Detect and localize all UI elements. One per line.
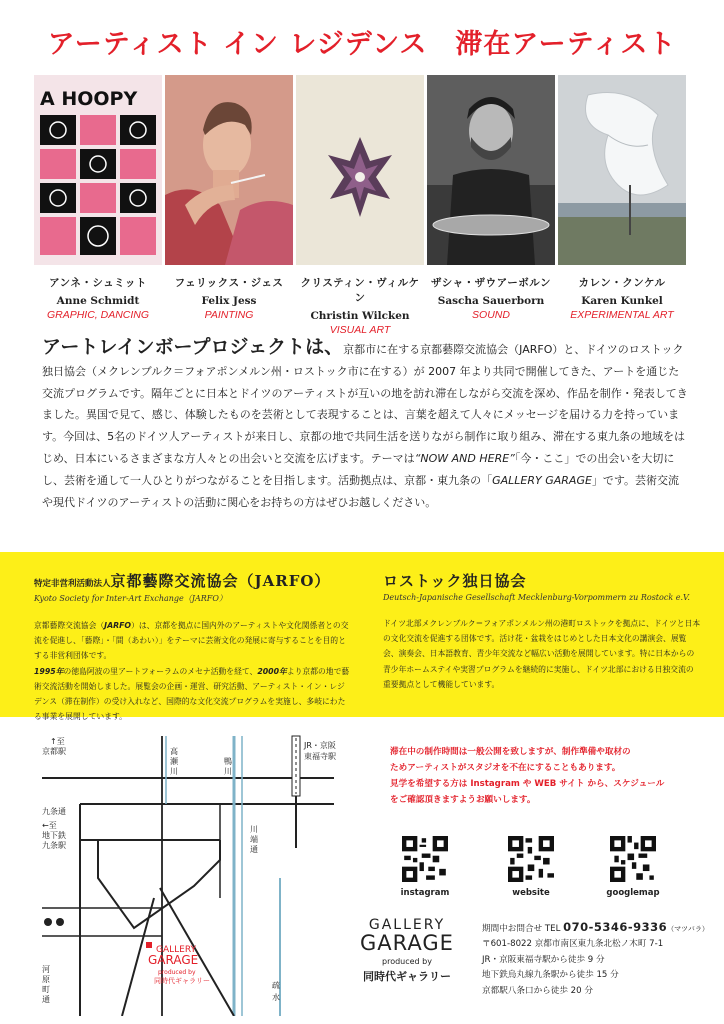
qr-label: instagram — [400, 888, 450, 898]
rostock-name: ロストック独日協会 — [383, 572, 527, 590]
artwork-painting-portrait — [165, 75, 293, 265]
map-label-chikatetsu-1: ←至 — [42, 821, 57, 830]
map-label-kawabata-2: 端 — [250, 835, 258, 844]
jarfo-subtitle: Kyoto Society for Inter-Art Exchange（JARFO） — [34, 594, 227, 603]
artist-name-en: Felix Jess — [201, 295, 257, 307]
jarfo-description: 京都藝際交流協会（JARFO）は、京都を拠点に国内外のアーティストや文化関係者との交流を促進し、「藝際」・「間（あわい）」をテーマに芸術文化の発展に寄与することを目的とする非営利団体です。 1995年の徳島阿波の里アートフォーラムのメセナ活動を経て、2000年より京都の地で藝術交流活動を開始しました。展覧会の企画・運営、研究活動、アーティスト・イン・レジデンス（滞在制作）の受け入れなど、国際的な文化交流プログラムを実施し、多岐にわたる事業を展開しています。 — [34, 621, 350, 722]
tel-label: 期間中お問合せ TEL — [482, 924, 564, 934]
artist-name-jp: ザシャ・ザウアーボルン — [430, 277, 551, 289]
intro-text-1: 京都市に在する京都藝際交流協会（JARFO）と、ドイツのロストック 独日協会（メクレンブルク＝フォアポンメルン州・ロストック市に在する）が 2007 年より共同で開催してきた、アートを通じた 交流プログラムです。隔年ごとに日本とドイツのアーティストが互いの地を訪れ滞在しながら交流を深め、作品を制作・発表してきました。異国で見て、感じ、体験したものを芸術として表現することは、言葉を超えて人々にメッセージを届ける力を持っています。今回は、5名のドイツ人アーティストが来日し、京都の地で共同生活を送りながら制作に取り組み、滞在する東九条の地域をはじめ、日本にいるさまざまな方人々との出会いと交流を広げます。テーマは — [42, 343, 688, 465]
rostock-subtitle: Deutsch-Japanische Gesellschaft Mecklenburg-Vorpommern zu Rostock e.V. — [383, 593, 690, 602]
map-label-kyoto-st-1: ↑至 — [50, 737, 65, 746]
artwork-sculpture — [296, 75, 424, 265]
gallery-garage-logo — [348, 917, 466, 1013]
access-jr: JR・京阪東福寺駅から徒歩 9 分 — [482, 954, 605, 965]
artist-name-en: Christin Wilcken — [310, 310, 410, 322]
map-label-takase-1: 高 — [170, 747, 178, 756]
artist-name-en: Anne Schmidt — [56, 295, 140, 307]
intro-garage: GALLERY GARAGE — [492, 473, 592, 487]
notice-line-1: 滞在中の制作時間は一般公開を致しますが、制作準備や取材の — [390, 747, 631, 757]
map-label-takase-3: 川 — [170, 767, 178, 776]
qr-website[interactable] — [496, 836, 566, 898]
map-label-kawaramachi-3: 町 — [42, 985, 50, 994]
qr-instagram[interactable] — [390, 836, 460, 898]
page-title: アーティスト イン レジデンス 滞在アーティスト — [47, 29, 677, 60]
intro-text-2: 「今・ここ」での出会いを大切にし、芸術を通して一人ひとりがつながることを目指します。活動拠点は、京都・東九条の「 — [42, 451, 675, 487]
tel-number[interactable]: 070-5346-9336 — [563, 920, 668, 934]
map-label-kyoto-st-2: 京都駅 — [42, 747, 66, 756]
access-kyoto-st: 京都駅八条口から徒歩 20 分 — [482, 985, 593, 996]
notice-line-4: をご確認頂きますようお願いします。 — [390, 795, 536, 805]
artist-name-jp: フェリックス・ジェス — [174, 277, 284, 289]
qr-codes — [376, 836, 706, 908]
organizations-panel — [0, 552, 724, 722]
intro-paragraph — [42, 337, 688, 513]
intro-lead: アートレインボープロジェクトは、 — [42, 336, 344, 358]
contact-address: 〒601-8022 京都市南区東九条北松ノ木町 7-1 — [482, 939, 664, 950]
contact-info — [482, 920, 712, 999]
qr-googlemap[interactable] — [598, 836, 668, 898]
artwork-installation — [558, 75, 686, 265]
artist-role: SOUND — [472, 309, 510, 321]
tel-contact-name: （マツバラ） — [667, 925, 709, 933]
map-label-sosui-2: 水 — [272, 993, 280, 1002]
rostock-description: ドイツ北部メクレンブルク＝フォアポンメルン州の港町ロストックを拠点に、ドイツと日本の文化交流を促進する団体です。活け花・盆栽をはじめとした日本文化の講演会、展覧会、演奏会、日本語教育、青少年交流など幅広い活動を展開しています。特に日本からの青少年ホームステイや実習プログラムを継続的に実施し、ドイツ北部における日独交流の重要拠点として機能しています。 — [383, 619, 701, 689]
map-label-kawabata-1: 川 — [250, 825, 258, 834]
notice-line-2: ためアーティストがスタジオを不在にすることもあります。 — [390, 763, 621, 773]
qr-code-icon — [508, 836, 554, 882]
qr-code-icon — [610, 836, 656, 882]
logo-line-4: 同時代ギャラリー — [363, 970, 451, 983]
map-gallery-label-1: GALLERY — [156, 945, 197, 955]
artist-photo-drummer — [427, 75, 555, 265]
artist-role: PAINTING — [204, 309, 254, 321]
intro-theme: “NOW AND HERE” — [414, 451, 515, 465]
contact-tel-line — [482, 920, 712, 937]
artist-gallery — [34, 75, 684, 336]
qr-code-icon — [402, 836, 448, 882]
artist-card-christin-wilcken — [296, 75, 424, 336]
map-label-kawaramachi-1: 河 — [42, 965, 50, 974]
intro-text-3: 」です。芸術交流や現代ドイツのアーティストの活動に関心をお持ちの方はぜひお越しください。 — [42, 473, 680, 509]
access-subway: 地下鉄烏丸線九条駅から徒歩 15 分 — [482, 970, 619, 981]
artist-name-jp: カレン・クンケル — [578, 277, 666, 289]
map-label-chikatetsu-2: 地下鉄 — [42, 831, 66, 840]
artwork-comic — [34, 75, 162, 265]
map-label-kawaramachi-4: 通 — [42, 995, 50, 1004]
logo-line-2: GARAGE — [360, 931, 454, 955]
artist-role: EXPERIMENTAL ART — [570, 309, 674, 321]
artist-name-en: Karen Kunkel — [581, 295, 663, 307]
notice-line-3: 見学を希望する方は Instagram や WEB サイト から、スケジュール — [390, 779, 665, 789]
jarfo-info — [34, 570, 352, 724]
artist-name-en: Sascha Sauerborn — [437, 295, 545, 307]
map-label-takase-2: 瀬 — [170, 757, 178, 766]
jarfo-prefix: 特定非営利活動法人 — [34, 579, 111, 589]
map-label-jr-2: 東福寺駅 — [304, 752, 336, 761]
map-label-sosui-1: 疏 — [272, 981, 280, 990]
map-label-chikatetsu-3: 九条駅 — [42, 841, 66, 850]
map-label-kamo-1: 鴨 — [224, 757, 232, 766]
qr-label: googlemap — [606, 888, 660, 898]
visit-notice — [390, 744, 700, 808]
jarfo-name: 京都藝際交流協会（JARFO） — [110, 572, 331, 590]
artist-card-sascha-sauerborn — [427, 75, 555, 321]
map-label-kamo-2: 川 — [224, 767, 232, 776]
map-gallery-label-3: produced by — [158, 969, 196, 976]
artist-name-jp: アンネ・シュミット — [49, 277, 147, 289]
artist-card-felix-jess — [165, 75, 293, 321]
artist-role: GRAPHIC, DANCING — [46, 309, 150, 321]
map-label-kawabata-3: 通 — [250, 845, 258, 854]
artist-card-anne-schmidt — [34, 75, 162, 321]
map-label-jr-1: JR・京阪 — [304, 741, 336, 750]
map-gallery-label-2: GARAGE — [148, 953, 199, 967]
logo-line-3: produced by — [382, 957, 432, 966]
logo-line-1: GALLERY — [368, 917, 446, 933]
artist-card-karen-kunkel — [558, 75, 686, 321]
qr-label: website — [512, 888, 550, 898]
artwork-title-text: A HOOPY — [40, 88, 138, 110]
rostock-info — [383, 570, 701, 692]
artist-role: VISUAL ART — [329, 324, 391, 336]
map-label-kujo: 九条通 — [42, 807, 66, 816]
access-map — [34, 728, 352, 1016]
artist-name-jp: クリスティン・ヴィルケン — [300, 277, 420, 304]
map-gallery-label-4: 同時代ギャラリー — [154, 977, 210, 985]
map-label-kawaramachi-2: 原 — [42, 975, 50, 984]
